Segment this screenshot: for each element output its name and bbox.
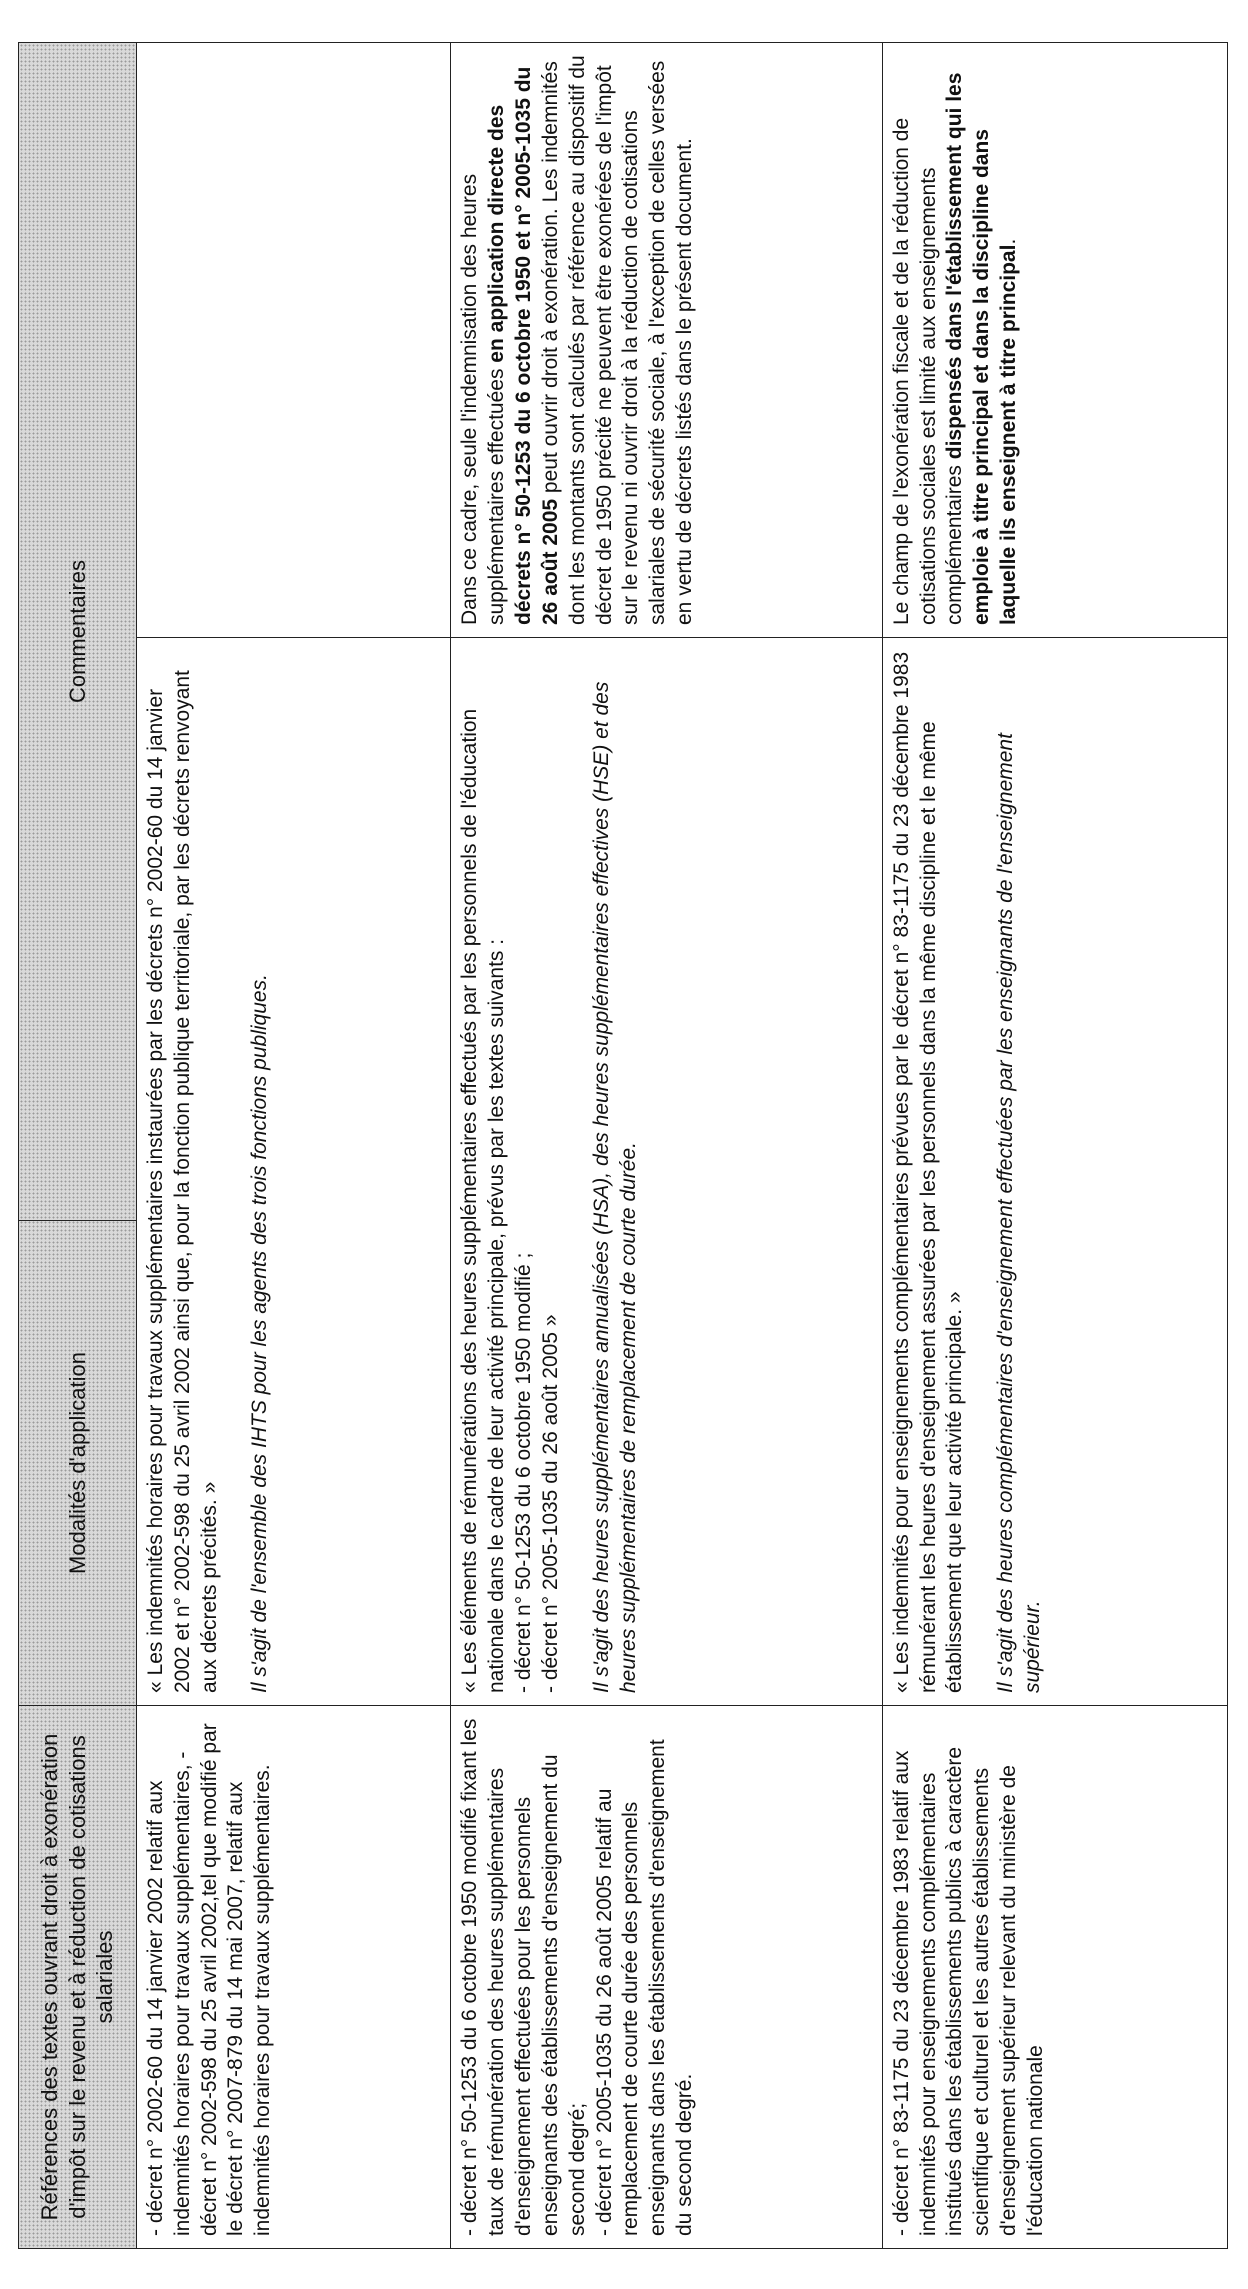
mod-quote-2: - décret n° 50-1253 du 6 octobre 1950 modifié ; (511, 1252, 535, 1693)
mod-quote: « Les indemnités pour enseignements complémentaires prévues par le décret n° 83-1175 du 23 décembre 1983 rémunérant les heures d'enseignement assurées par les personnels dans la même discipline et le même établissement que leur activité principale. » (889, 651, 967, 1693)
table-row (136, 42, 450, 2248)
ref-text: - décret n° 83-1175 du 23 décembre 1983 relatif aux indemnités pour enseignements complémentaires institués dans les établissements publics à caractère scientifique et culturel et les autres établissements d'enseignement supérieur relevant du ministère de l'éducation nationale (889, 1746, 1048, 2236)
mod-quote-3: - décret n° 2005-1035 du 26 août 2005 » (538, 1314, 562, 1693)
mod-quote-1: « Les éléments de rémunérations des heures supplémentaires effectués par les personnels de l'éducation nationale dans le cadre de leur activité principale, prévus par les textes suivants : (458, 708, 509, 1693)
cell-references (451, 1706, 883, 2249)
cell-modalites (136, 638, 450, 1706)
ref-text-2: - décret n° 2005-1035 du 26 août 2005 relatif au remplacement de courte durée des personnels enseignants dans les établissements d'enseignement du second degré. (592, 1739, 697, 2236)
mod-note: Il s'agit de l'ensemble des IHTS pour les agents des trois fonctions publiques. (248, 974, 272, 1693)
table-header-row (19, 42, 137, 2248)
mod-quote: « Les indemnités horaires pour travaux supplémentaires instaurées par les décrets n° 2002-60 du 14 janvier 2002 et n° 2002-598 du 25 avril 2002 ainsi que, pour la fonction publique territoriale, par les décrets renvoyant aux décrets précités. » (143, 670, 221, 1693)
header-commentaires: Commentaires (19, 42, 137, 1220)
cell-modalites (451, 638, 883, 1706)
comment-text (889, 55, 1023, 625)
mod-note: Il s'agit des heures complémentaires d'enseignement effectuées par les enseignants de l'enseignement supérieur. (994, 733, 1045, 1693)
cell-commentaires (451, 42, 883, 637)
exoneration-table (18, 42, 1228, 2249)
cell-references (136, 1706, 450, 2249)
ref-text-1: - décret n° 50-1253 du 6 octobre 1950 modifié fixant les taux de rémunération des heures supplémentaires d'enseignement effectuées pour les personnels enseignants des établissements d'enseignement du second degré; (458, 1718, 589, 2236)
comment-emphasis: dispensés dans l'établissement qui les emploie à titre principal et dans la discipline dans laquelle ils enseignent à titre principal (943, 72, 1021, 625)
cell-commentaires (882, 42, 1227, 637)
comment-part-c: peut ouvrir droit à exonération. Les indemnités dont les montants sont calculés par référence au dispositif du décret de 1950 précité ne peuvent être exonérées de l'impôt sur le revenu ni ouvrir droit à la réduction de cotisations salariales de sécurité sociale, à l'exception de celles versées en vertu de décrets listés dans le présent document. (538, 55, 697, 625)
comment-emphasis: en application directe des décrets n° 50-1253 du 6 octobre 1950 et n° 2005-1035 du 26 août 2005 (485, 66, 562, 625)
header-modalites: Modalités d'application (19, 1221, 137, 1706)
table-row (451, 42, 883, 2248)
mod-note: Il s'agit des heures supplémentaires annualisées (HSA), des heures supplémentaires effectives (HSE) et des heures supplémentaires de remplacement de courte durée. (589, 681, 640, 1693)
header-references: Références des textes ouvrant droit à exonération d'impôt sur le revenu et à réduction de cotisations salariales (19, 1706, 137, 2249)
comment-part-a: Le champ de l'exonération fiscale et de la réduction de cotisations sociales est limité aux enseignements complémentaires (889, 117, 967, 625)
comment-part-c: . (997, 238, 1021, 245)
cell-commentaires (136, 42, 450, 637)
comment-text (457, 55, 699, 625)
ref-text: - décret n° 2002-60 du 14 janvier 2002 relatif aux indemnités horaires pour travaux supplémentaires, - décret n° 2002-598 du 25 avril 2002,tel que modifié par le décret n° 2007-879 du 14 mai 2007, relatif aux indemnités horaires pour travaux supplémentaires. (143, 1723, 275, 2236)
comment-part-a: Dans ce cadre, seule l'indemnisation des heures supplémentaires effectuées (458, 173, 509, 625)
cell-modalites (882, 638, 1227, 1706)
cell-references (882, 1706, 1227, 2249)
table-row (882, 42, 1227, 2248)
